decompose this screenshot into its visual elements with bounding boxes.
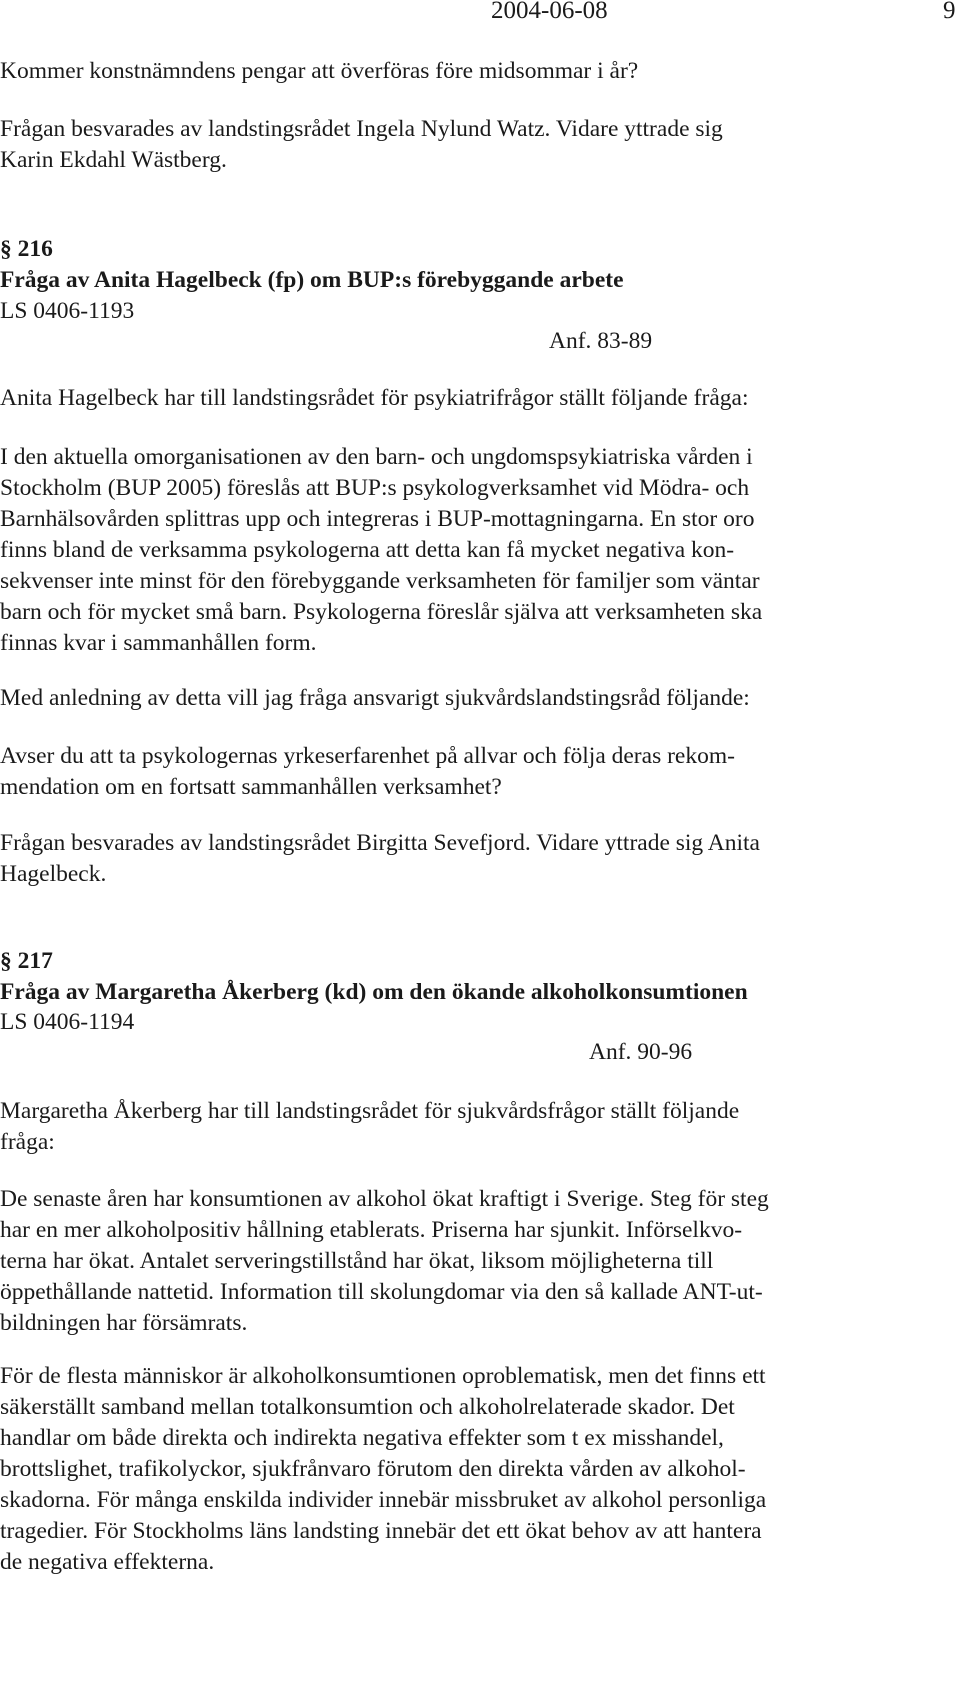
section-number-216: § 216 (0, 236, 53, 262)
page-number: 9 (943, 0, 956, 24)
paragraph-ask-216: Avser du att ta psykologernas yrkeserfarenhet på allvar och följa deras rekom- mendation om en fortsatt sammanhållen verksamhet? (0, 743, 735, 800)
paragraph-question-konstnamnden: Kommer konstnämndens pengar att överföras före midsommar i år? (0, 58, 639, 84)
paragraph-answer-216: Frågan besvarades av landstingsrådet Birgitta Sevefjord. Vidare yttrade sig Anita Hagelbeck. (0, 830, 760, 887)
anforande-ref-216: Anf. 83-89 (549, 328, 653, 354)
paragraph-request-216: Med anledning av detta vill jag fråga ansvarigt sjukvårdslandstingsråd följande: (0, 685, 750, 711)
anforande-ref-217: Anf. 90-96 (589, 1039, 693, 1065)
paragraph-question-217-b: För de flesta människor är alkoholkonsumtionen oproblematisk, men det finns ett säkerställt samband mellan totalkonsumtion och alkoholrelaterade skador. Det handlar om både direkta och indirekta negativa effekter som t ex misshandel, brottslighet, trafikolyckor, sjukfrånvaro förutom den direkta vården av alkohol- skadorna. För många enskilda individer innebär missbruket av alkohol personliga tragedier. För Stockholms läns landsting innebär det ett ökat behov av att hantera de negativa effekterna. (0, 1363, 767, 1575)
paragraph-intro-217: Margaretha Åkerberg har till landstingsrådet för sjukvårdsfrågor ställt följande fråga: (0, 1098, 740, 1155)
case-number-217: LS 0406-1194 (0, 1009, 135, 1035)
section-title-217: Fråga av Margaretha Åkerberg (kd) om den ökande alkoholkonsumtionen (0, 979, 748, 1005)
header-date: 2004-06-08 (491, 0, 608, 24)
paragraph-answer-216-prev: Frågan besvarades av landstingsrådet Ingela Nylund Watz. Vidare yttrade sig Karin Ekdahl Wästberg. (0, 116, 723, 173)
paragraph-intro-216: Anita Hagelbeck har till landstingsrådet för psykiatrifrågor ställt följande fråga: (0, 385, 749, 411)
section-number-217: § 217 (0, 948, 53, 974)
paragraph-question-217-a: De senaste åren har konsumtionen av alkohol ökat kraftigt i Sverige. Steg för steg har en mer alkoholpositiv hållning etablerats. Priserna har sjunkit. Införselkvo- terna har ökat. Antalet serveringstillstånd har ökat, liksom möjligheterna till öppethållande nattetid. Information till skolungdomar via den så kallade ANT-ut- bildningen har försämrats. (0, 1186, 769, 1336)
section-title-216: Fråga av Anita Hagelbeck (fp) om BUP:s förebyggande arbete (0, 267, 624, 293)
case-number-216: LS 0406-1193 (0, 298, 135, 324)
paragraph-question-216: I den aktuella omorganisationen av den barn- och ungdomspsykiatriska vården i Stockholm (BUP 2005) föreslås att BUP:s psykologverksamhet vid Mödra- och Barnhälsovården splittras upp och integreras i BUP-mottagningarna. En stor oro finns bland de verksamma psykologerna att detta kan få mycket negativa kon- sekvenser inte minst för den förebyggande verksamheten för familjer som väntar barn och för mycket små barn. Psykologerna föreslår själva att verksamheten ska finnas kvar i sammanhållen form. (0, 444, 763, 656)
